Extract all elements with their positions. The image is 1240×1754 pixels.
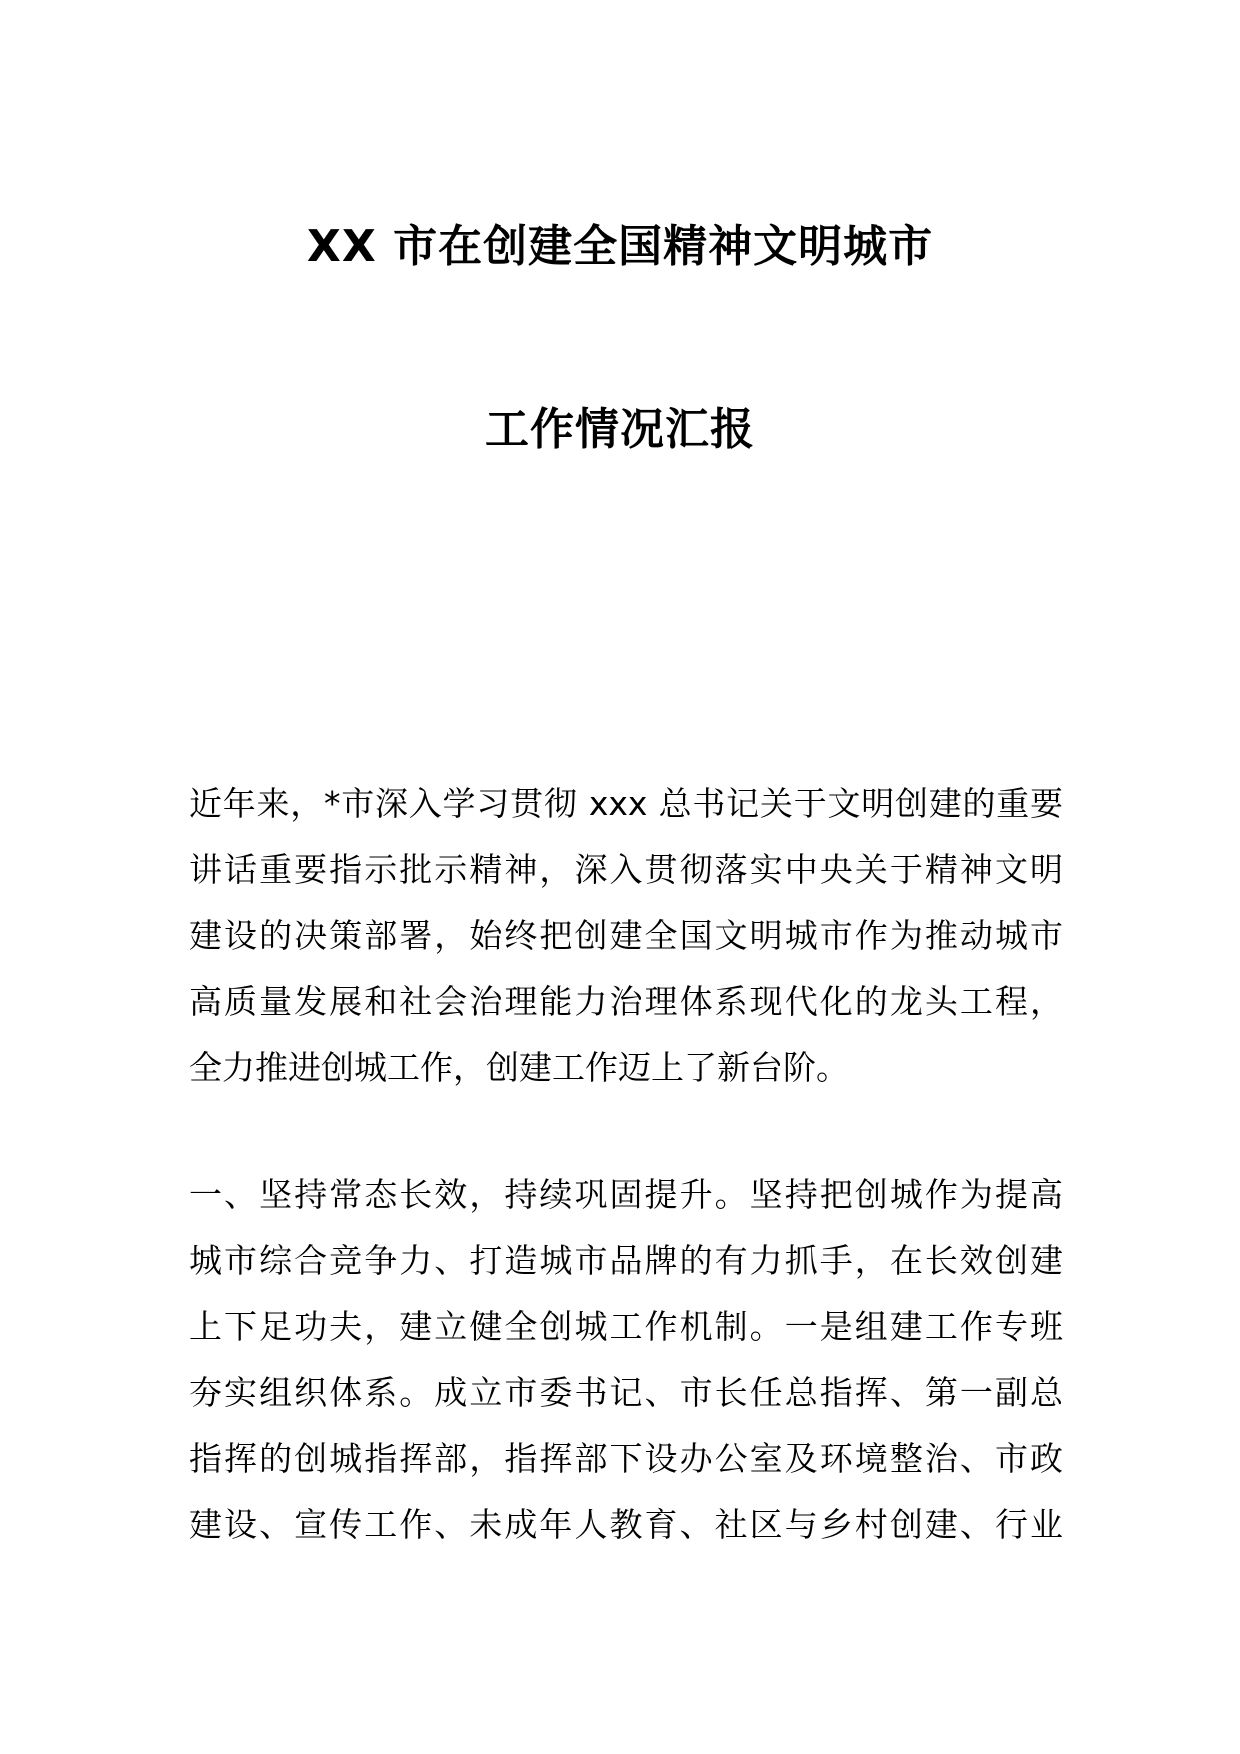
text-line: 城市综合竞争力、打造城市品牌的有力抓手，在长效创建 [189, 1241, 1063, 1280]
text-line: 建设、宣传工作、未成年人教育、社区与乡村创建、行业 [189, 1505, 1063, 1544]
text-line: 一、坚持常态长效，持续巩固提升。坚持把创城作为提高 [189, 1175, 1063, 1214]
paragraph-section-1 [189, 1162, 1063, 1558]
text-line: 指挥的创城指挥部，指挥部下设办公室及环境整治、市政 [189, 1439, 1063, 1478]
text-line: 上下足功夫，建立健全创城工作机制。一是组建工作专班 [189, 1307, 1063, 1346]
paragraph-intro [189, 771, 1063, 1101]
text-line: 近年来，*市深入学习贯彻 xxx 总书记关于文明创建的重要 [189, 784, 1063, 823]
document-title-line-1: XX 市在创建全国精神文明城市 [306, 221, 934, 272]
text-line: 夯实组织体系。成立市委书记、市长任总指挥、第一副总 [189, 1373, 1063, 1412]
text-line: 高质量发展和社会治理能力治理体系现代化的龙头工程， [189, 982, 1063, 1021]
text-line: 讲话重要指示批示精神，深入贯彻落实中央关于精神文明 [189, 850, 1063, 889]
text-line: 建设的决策部署，始终把创建全国文明城市作为推动城市 [189, 916, 1063, 955]
text-line: 全力推进创城工作，创建工作迈上了新台阶。 [189, 1048, 849, 1087]
document-title-line-2: 工作情况汇报 [485, 404, 755, 455]
